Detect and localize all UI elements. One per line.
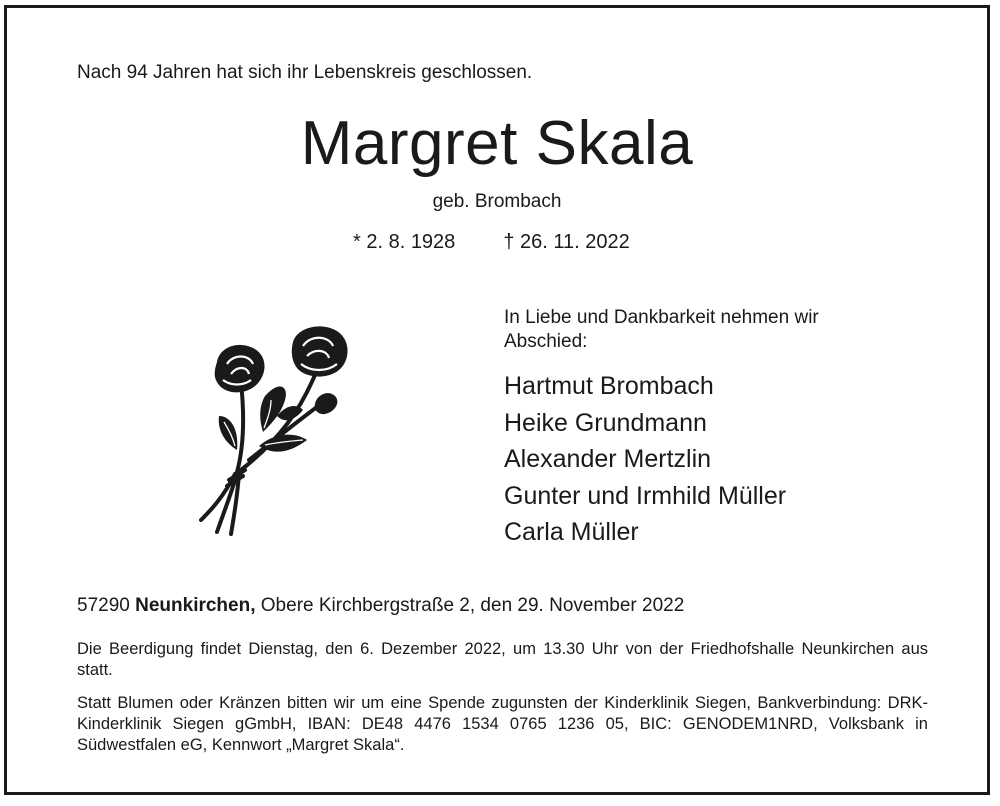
- life-dates: [353, 231, 630, 254]
- list-item: Hartmut Brombach: [504, 372, 714, 400]
- address-detail: Obere Kirchbergstraße 2, den 29. November 2022: [260, 595, 685, 616]
- death-date: † 26. 11. 2022: [503, 231, 630, 253]
- maiden-name: geb. Brombach: [432, 191, 562, 212]
- intro-line: Nach 94 Jahren hat sich ihr Lebenskreis geschlossen.: [77, 62, 533, 83]
- donation-info: Statt Blumen oder Kränzen bitten wir um eine Spende zugunsten der Kinderklinik Siegen, Bankverbindung: DRK-Kinderklinik Siegen gGmbH, IBAN: DE48 4476 1534 0765 1236 05, BIC: GENODEM1NRD, Volksbank in Südwestfalen eG, Kennwort „Margret Skala“.: [77, 694, 928, 754]
- deceased-name: Margret Skala: [300, 109, 694, 178]
- funeral-info: Die Beerdigung findet Dienstag, den 6. Dezember 2022, um 13.30 Uhr von der Friedhofshalle Neunkirchen aus statt.: [77, 640, 928, 679]
- birth-date: * 2. 8. 1928: [353, 231, 456, 253]
- roses-icon: [179, 320, 359, 540]
- mourners-list: [504, 368, 786, 551]
- farewell-line: In Liebe und Dankbarkeit nehmen wir Abschied:: [504, 307, 819, 352]
- list-item: Carla Müller: [504, 518, 639, 546]
- list-item: Gunter und Irmhild Müller: [504, 481, 787, 510]
- list-item: Alexander Mertzlin: [504, 445, 712, 473]
- obituary-notice: [4, 5, 990, 795]
- address-line: [77, 595, 684, 617]
- list-item: Heike Grundmann: [504, 408, 707, 437]
- postal-code: 57290: [77, 595, 130, 616]
- city-name: Neunkirchen,: [135, 595, 256, 616]
